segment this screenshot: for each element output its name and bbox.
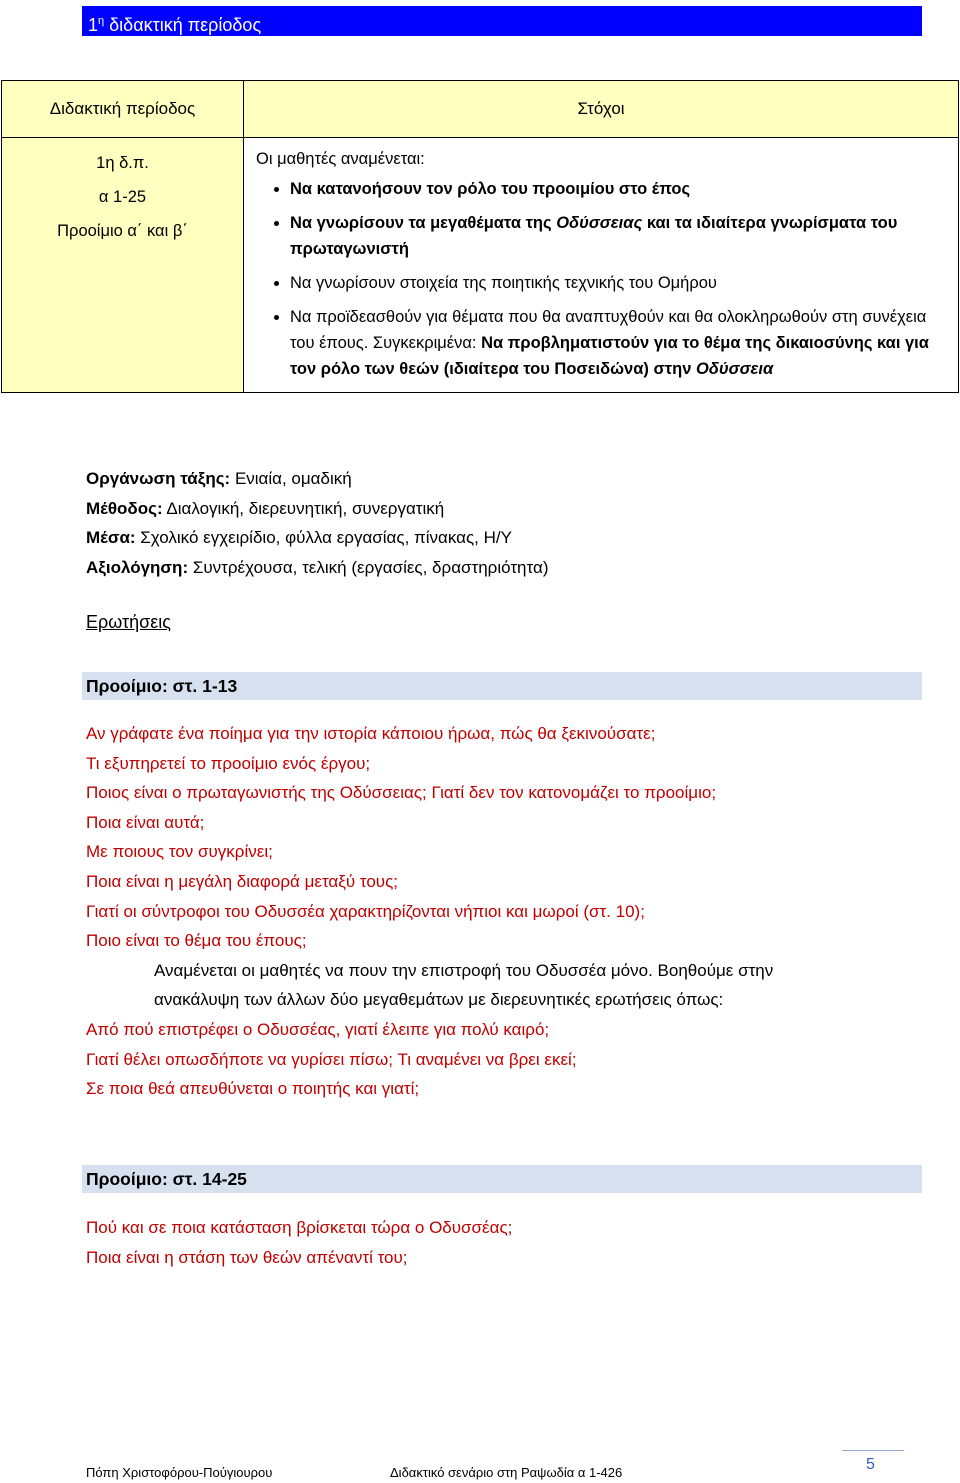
expected-answer: ανακάλυψη των άλλων δύο μεγαθεμάτων με διερευνητικές ερωτήσεις όπως: (154, 990, 724, 1010)
question-item: Ποια είναι αυτά; (86, 812, 205, 832)
question-item: Ποια είναι η στάση των θεών απέναντί του; (86, 1247, 408, 1267)
goal-text: και τα ιδιαίτερα γνωρίσματα του πρωταγωνιστή (290, 214, 898, 258)
objectives-intro: Οι μαθητές αναμένεται: (256, 150, 425, 168)
organization-block (86, 464, 548, 583)
goal-item (290, 304, 950, 382)
banner-number: 1 (88, 15, 99, 35)
section-heading-2: Προοίμιο: στ. 14-25 (82, 1165, 922, 1193)
org-label: Μέθοδος: (86, 498, 163, 518)
banner-superscript: η (98, 15, 105, 27)
org-row-means (86, 523, 548, 553)
footer-title: Διδακτικό σενάριο στη Ραψωδία α 1-426 (390, 1465, 623, 1480)
question-item: Ποιος είναι ο πρωταγωνιστής της Οδύσσειας; Γιατί δεν τον κατονομάζει το προοίμιο; (86, 783, 717, 803)
org-row-assessment (86, 553, 548, 583)
page-number: 5 (866, 1456, 875, 1473)
prologue-label: Προοίμιο α΄ και β΄ (57, 222, 188, 240)
org-row-method (86, 494, 548, 524)
question-item: Πού και σε ποια κατάσταση βρίσκεται τώρα ο Οδυσσέας; (86, 1218, 513, 1237)
objectives-table (1, 80, 959, 393)
goal-item (290, 210, 950, 262)
questions-heading: Ερωτήσεις (86, 612, 171, 632)
header-objectives: Στόχοι (244, 81, 959, 138)
question-item: Αν γράφατε ένα ποίημα για την ιστορία κάποιου ήρωα, πώς θα ξεκινούσατε; (86, 724, 656, 743)
goal-text: Να κατανοήσουν τον ρόλο του προοιμίου στο έπος (290, 180, 691, 198)
org-value: Σχολικό εγχειρίδιο, φύλλα εργασίας, πίνακας, Η/Υ (135, 528, 512, 548)
table-body-row (2, 138, 959, 393)
org-row-class (86, 464, 548, 494)
question-item: Από πού επιστρέφει ο Οδυσσέας, γιατί έλειπε για πολύ καιρό; (86, 1019, 550, 1039)
org-label: Οργάνωση τάξης: (86, 469, 231, 488)
table-header-row (2, 81, 959, 138)
section-banner (82, 6, 922, 36)
period-label: 1η δ.π. (96, 154, 149, 172)
question-item: Γιατί θέλει οπωσδήποτε να γυρίσει πίσω; Τι αναμένει να βρει εκεί; (86, 1049, 577, 1069)
question-item: Τι εξυπηρετεί το προοίμιο ενός έργου; (86, 753, 371, 773)
goal-text: Να προϊδεασθούν για θέματα που θα αναπτυχθούν και θα ολοκληρωθούν στη συνέχεια του έπους. Συγκεκριμένα: (290, 308, 927, 352)
goal-text-italic: Οδύσσειας (556, 214, 643, 232)
objectives-cell (244, 138, 959, 393)
goal-item (290, 176, 950, 202)
org-value: Διαλογική, διερευνητική, συνεργατική (162, 498, 445, 518)
questions-list-2 (86, 1213, 512, 1272)
expected-answer: Αναμένεται οι μαθητές να πουν την επιστροφή του Οδυσσέα μόνο. Βοηθούμε στην (154, 960, 774, 980)
question-item: Σε ποια θεά απευθύνεται ο ποιητής και γιατί; (86, 1079, 420, 1099)
goal-text: Να γνωρίσουν τα μεγαθέματα της (290, 214, 557, 232)
footer-author: Πόπη Χριστοφόρου-Πούγιουρου (86, 1465, 273, 1480)
goal-item (290, 270, 950, 296)
org-label: Μέσα: (86, 528, 136, 548)
org-value: Συντρέχουσα, τελική (εργασίες, δραστηριότητα) (188, 558, 549, 578)
question-item: Ποια είναι η μεγάλη διαφορά μεταξύ τους; (86, 871, 399, 891)
page-number-rule (842, 1450, 904, 1451)
banner-text: διδακτική περίοδος (109, 15, 262, 35)
verse-range: α 1-25 (98, 188, 147, 206)
teaching-period-cell (2, 138, 244, 393)
goals-list (256, 176, 950, 382)
questions-list-1 (86, 719, 773, 1104)
question-item: Ποιο είναι το θέμα του έπους; (86, 931, 307, 951)
goal-text: Να γνωρίσουν στοιχεία της ποιητικής τεχνικής του Ομήρου (290, 274, 717, 292)
goal-text-italic: Οδύσσεια (695, 360, 774, 378)
header-teaching-period: Διδακτική περίοδος (2, 81, 244, 138)
question-item: Γιατί οι σύντροφοι του Οδυσσέα χαρακτηρίζονται νήπιοι και μωροί (στ. 10); (86, 901, 645, 921)
section-heading-1: Προοίμιο: στ. 1-13 (82, 672, 922, 700)
org-label: Αξιολόγηση: (86, 558, 189, 578)
goal-text-bold: Να προβληματιστούν για το θέμα της δικαιοσύνης και για τον ρόλο των θεών (ιδιαίτερα του Ποσειδώνα) στην (290, 334, 929, 378)
org-value: Ενιαία, ομαδική (230, 469, 352, 488)
question-item: Με ποιους τον συγκρίνει; (86, 842, 273, 862)
